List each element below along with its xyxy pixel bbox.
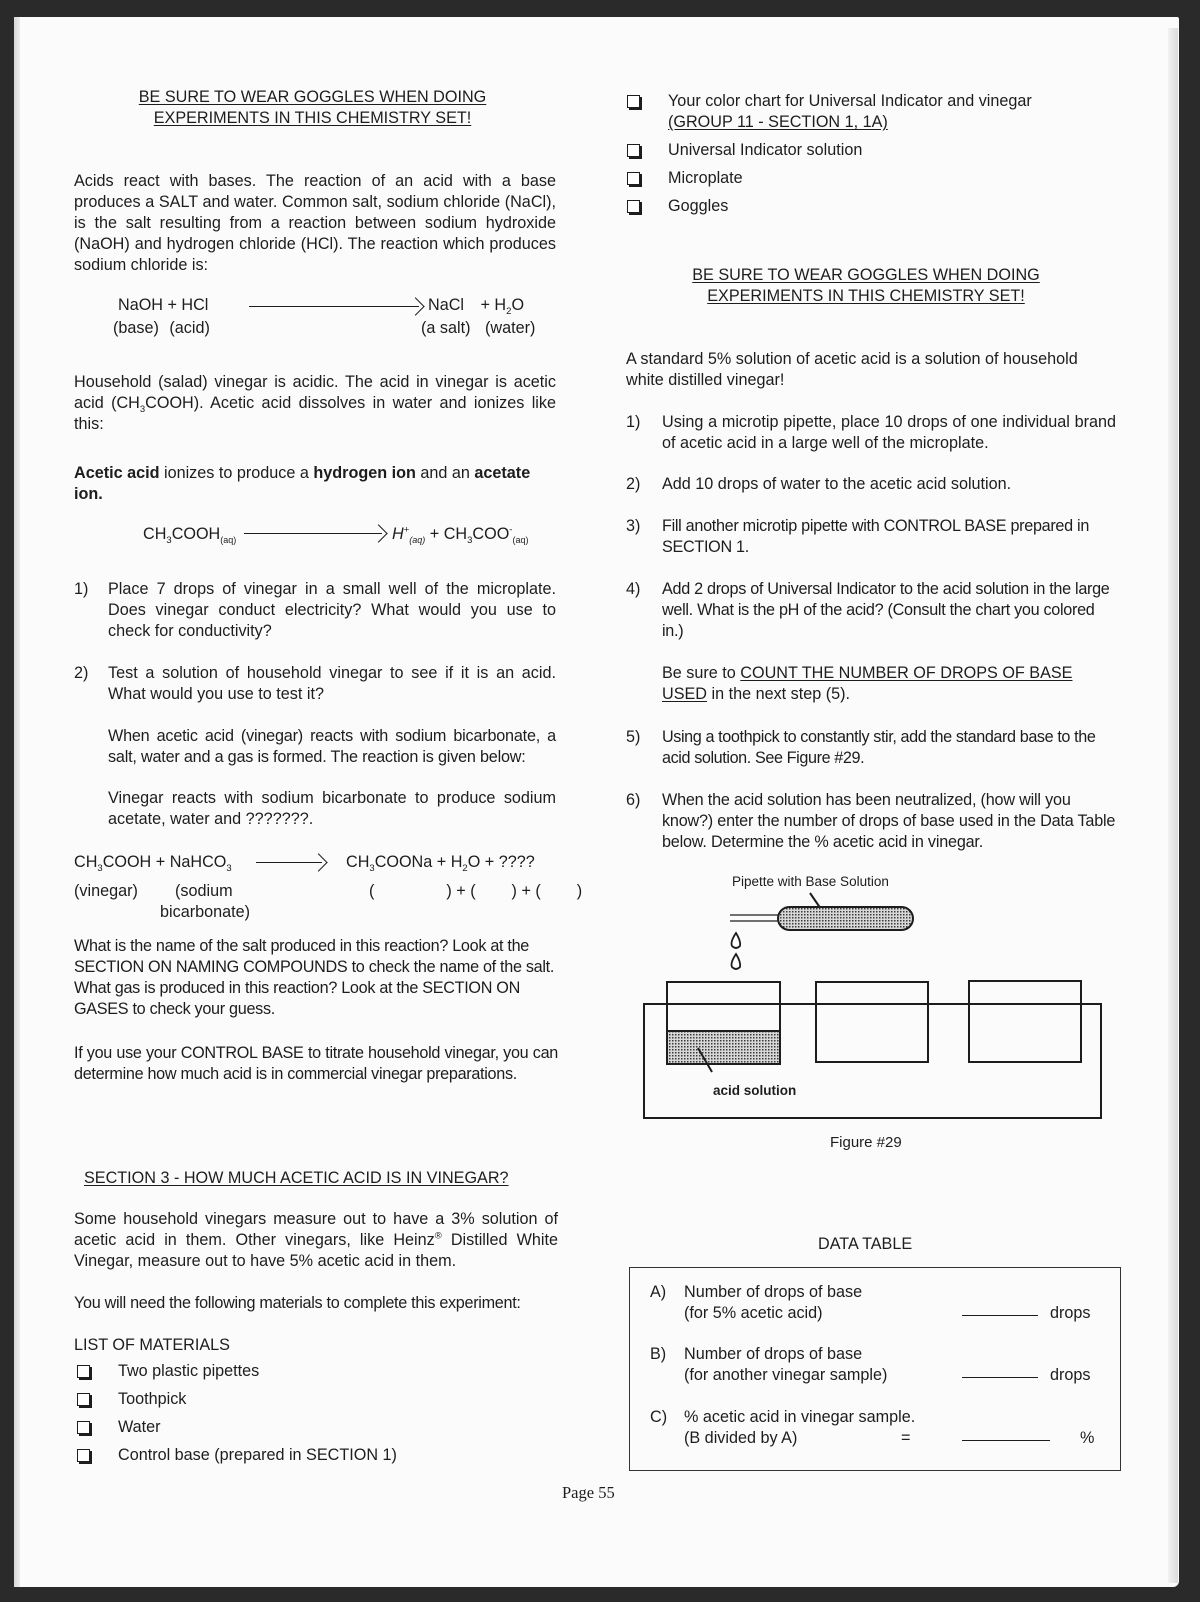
figure-caption: Figure #29 — [830, 1134, 902, 1151]
ionization-arrow — [244, 533, 382, 534]
warning-line-2: EXPERIMENTS IN THIS CHEMISTRY SET! — [153, 109, 472, 127]
material-sublabel: (GROUP 11 - SECTION 1, 1A) — [668, 113, 888, 131]
subscript: 3 — [226, 863, 232, 875]
chem: + CH — [425, 525, 468, 543]
material-label: Two plastic pipettes — [118, 1362, 260, 1380]
note-text: in the next step (5). — [706, 685, 851, 703]
note-underlined: COUNT THE NUMBER OF DROPS OF BASE — [740, 664, 1073, 682]
equation2-right — [392, 524, 528, 545]
material-item[interactable] — [76, 1361, 476, 1383]
label-acid: (acid) — [169, 319, 210, 337]
material-item[interactable] — [626, 168, 1096, 190]
step-number: 3) — [626, 517, 641, 535]
step-number: 4) — [626, 580, 641, 598]
subscript: 3 — [97, 863, 103, 875]
checkbox-icon[interactable] — [627, 200, 640, 213]
subscript: 3 — [166, 535, 172, 547]
row-label: Number of drops of base — [684, 1283, 863, 1301]
subscript: 3 — [369, 863, 375, 875]
chem: CH — [74, 853, 98, 871]
row-sublabel: (for 5% acetic acid) — [684, 1304, 823, 1322]
step-number: 2) — [626, 475, 641, 493]
materials-intro: You will need the following materials to complete this experiment: — [74, 1294, 521, 1312]
checkbox-icon[interactable] — [77, 1449, 90, 1462]
material-label: Your color chart for Universal Indicator and vinegar — [668, 92, 1032, 110]
row-sublabel: (B divided by A) — [684, 1429, 798, 1447]
data-table-row-b — [650, 1344, 1120, 1388]
material-item[interactable] — [626, 140, 1096, 162]
unit-percent: % — [1080, 1429, 1095, 1447]
label-base: (base) — [113, 319, 159, 337]
row-label: % acetic acid in vinegar sample. — [684, 1408, 916, 1426]
equation1-product-labels — [421, 318, 535, 339]
note-underlined: USED — [662, 685, 707, 703]
step-number: 6) — [626, 791, 641, 809]
subscript: 3 — [467, 535, 473, 547]
acid-solution-label: acid solution — [713, 1083, 797, 1098]
material-item[interactable] — [76, 1445, 476, 1467]
standard-paragraph: A standard 5% solution of acetic acid is a solution of household white distilled vinegar! — [626, 350, 1078, 389]
equation3-blanks: ( ) + ( ) + ( ) — [369, 882, 583, 900]
hydrogen: H — [392, 525, 404, 543]
subscript: 2 — [506, 306, 512, 318]
step-text: Add 10 drops of water to the acetic acid solution. — [662, 475, 1012, 493]
count-note — [662, 663, 1116, 705]
note-text: Be sure to — [662, 664, 741, 682]
data-table-title: DATA TABLE — [818, 1235, 913, 1253]
step-number: 1) — [626, 413, 641, 431]
state-aq: (aq) — [512, 535, 529, 546]
row-sublabel: (for another vinegar sample) — [684, 1366, 888, 1384]
step-text: Add 2 drops of Universal Indicator to the acid solution in the large well. What is the pH of the acid? (Consult the chart you colored in.) — [662, 580, 1110, 640]
material-label: Goggles — [668, 197, 729, 215]
warning-line-1: BE SURE TO WEAR GOGGLES WHEN DOING — [138, 88, 487, 106]
step-text: Test a solution of household vinegar to see if it is an acid. What would you use to test it? — [108, 664, 556, 703]
warning-line-1: BE SURE TO WEAR GOGGLES WHEN DOING — [692, 266, 1040, 284]
percent-input[interactable] — [962, 1439, 1050, 1441]
page-binding-edge — [14, 17, 20, 1587]
row-label: Number of drops of base — [684, 1345, 863, 1363]
goggles-warning-left — [75, 87, 550, 129]
step-text: Using a microtip pipette, place 10 drops of one individual brand of acetic acid in a large well of the microplate. — [662, 413, 1116, 452]
equation1-products — [428, 295, 524, 316]
equation1-reactants: NaOH + HCl — [118, 296, 209, 314]
label-bicarbonate: bicarbonate) — [160, 903, 250, 921]
bold-hydrogen-ion: hydrogen ion — [313, 464, 416, 482]
equation2-left — [143, 524, 236, 545]
equation3-right — [346, 852, 535, 873]
step-4 — [626, 579, 1116, 643]
bicarb-paragraph: When acetic acid (vinegar) reacts with sodium bicarbonate, a salt, water and a gas is formed. The reaction is given below: — [108, 727, 556, 766]
step-text: Place 7 drops of vinegar in a small well of the microplate. Does vinegar conduct electricity? What would you use to check for conductivity? — [108, 580, 556, 640]
drops-b-input[interactable] — [962, 1376, 1038, 1378]
equation3-left — [74, 852, 232, 873]
material-label: Control base (prepared in SECTION 1) — [118, 1446, 397, 1464]
product-water-o: O — [511, 296, 525, 314]
step-1 — [74, 579, 556, 643]
material-item[interactable] — [626, 196, 1096, 218]
product-water-h: + H — [480, 296, 507, 314]
material-item[interactable] — [76, 1417, 476, 1439]
step-6 — [626, 790, 1116, 854]
data-table-row-a — [650, 1282, 1120, 1326]
warning-line-2: EXPERIMENTS IN THIS CHEMISTRY SET! — [707, 287, 1025, 305]
data-table-row-c — [650, 1407, 1120, 1451]
text: and an — [415, 464, 475, 482]
superscript: + — [403, 524, 410, 536]
row-letter: B) — [650, 1345, 667, 1363]
section3-intro — [74, 1209, 558, 1272]
chem: O + ???? — [467, 853, 535, 871]
unit-drops: drops — [1050, 1366, 1091, 1384]
superscript: - — [509, 524, 513, 536]
step-text: Fill another microtip pipette with CONTROL BASE prepared in SECTION 1. — [662, 517, 1090, 556]
section3-title: SECTION 3 - HOW MUCH ACETIC ACID IS IN VINEGAR? — [84, 1169, 509, 1187]
step-5 — [626, 727, 1116, 771]
chem: CH — [143, 525, 167, 543]
step-3 — [626, 516, 1116, 560]
material-label: Microplate — [668, 169, 743, 187]
unit-drops: drops — [1050, 1304, 1091, 1322]
salt-question: What is the name of the salt produced in this reaction? Look at the SECTION ON NAMING COMPOUNDS to check the name of the salt. What gas is produced in this reaction? Look at the SECTION ON GASES to check your guess. — [74, 937, 555, 1018]
step-text: Using a toothpick to constantly stir, add the standard base to the acid solution. See Figure #29. — [662, 728, 1096, 767]
material-label: Toothpick — [118, 1390, 187, 1408]
step-text: When the acid solution has been neutralized, (how will you know?) enter the number of drops of base used in the Data Table below. Determine the % acetic acid in vinegar. — [662, 791, 1116, 851]
checkbox-icon[interactable] — [77, 1421, 90, 1434]
step-1 — [626, 412, 1116, 456]
material-label-group — [668, 91, 1096, 133]
chem: COO — [472, 525, 510, 543]
checkbox-icon[interactable] — [627, 172, 640, 185]
chem: COOH — [171, 525, 221, 543]
control-base-paragraph: If you use your CONTROL BASE to titrate household vinegar, you can determine how much acid is in commercial vinegar preparations. — [74, 1044, 558, 1083]
intro-paragraph: Acids react with bases. The reaction of an acid with a base produces a SALT and water. Common salt, sodium chloride (NaCl), is the salt resulting from a reaction between sodium hydroxide (NaOH) and hydrogen chloride (HCl). The reaction which produces sodium chloride is: — [74, 172, 556, 274]
material-label: Water — [118, 1418, 161, 1436]
intro-text: Distilled White Vinegar, measure out to have 5% acetic acid in them. — [74, 1231, 558, 1270]
chem: CH — [346, 853, 370, 871]
drops-a-input[interactable] — [962, 1314, 1038, 1316]
label-water: (water) — [484, 319, 536, 337]
checkbox-icon[interactable] — [627, 144, 640, 157]
material-item[interactable] — [626, 91, 1096, 135]
bold-acetic-acid: Acetic acid — [74, 464, 160, 482]
page-edge — [1168, 28, 1178, 1583]
bicarb-products: Vinegar reacts with sodium bicarbonate to produce sodium acetate, water and ???????. — [108, 789, 556, 828]
material-item[interactable] — [76, 1389, 476, 1411]
chem: COOH + NaHCO — [102, 853, 227, 871]
text: ionizes to produce a — [159, 464, 314, 482]
label-sodium: (sodium — [175, 882, 233, 900]
intro-text: Some household vinegars measure out to have a 3% solution of acetic acid in them. Other vinegars, like Heinz — [74, 1210, 558, 1249]
row-letter: C) — [650, 1408, 668, 1426]
state-aq: (aq) — [220, 535, 237, 546]
checkbox-icon[interactable] — [77, 1393, 90, 1406]
row-letter: A) — [650, 1283, 667, 1301]
step-number: 1) — [74, 580, 89, 598]
registered-mark: ® — [434, 1230, 442, 1242]
state-aq: (aq) — [409, 535, 426, 546]
figure-29-diagram — [630, 890, 1110, 1125]
vinegar-paragraph — [74, 372, 556, 435]
step-number: 5) — [626, 728, 641, 746]
step-2 — [74, 663, 556, 707]
product-nacl: NaCl — [428, 296, 464, 314]
ionize-sentence — [74, 463, 556, 505]
checkbox-icon[interactable] — [77, 1365, 90, 1378]
vinegar-text-2: COOH). Acetic acid dissolves in water and ionizes like this: — [74, 394, 556, 433]
materials-heading: LIST OF MATERIALS — [74, 1336, 230, 1354]
chem: COONa + H — [374, 853, 463, 871]
material-label: Universal Indicator solution — [668, 141, 863, 159]
equals-sign: = — [901, 1429, 911, 1447]
pipette-label: Pipette with Base Solution — [732, 874, 889, 889]
page-number: Page 55 — [562, 1483, 615, 1502]
checkbox-icon[interactable] — [627, 95, 640, 108]
equation1-reactant-labels — [113, 318, 243, 339]
step-2 — [626, 474, 1116, 496]
label-salt: (a salt) — [421, 319, 471, 337]
bold-acetate-ion: acetate ion. — [74, 464, 531, 503]
goggles-warning-right — [636, 265, 1096, 307]
step-number: 2) — [74, 664, 89, 682]
reaction-arrow — [249, 306, 419, 307]
vinegar-text-1: Household (salad) vinegar is acidic. The acid in vinegar is acetic acid (CH — [74, 373, 556, 412]
subscript: 3 — [139, 404, 146, 416]
subscript: 2 — [462, 863, 468, 875]
label-vinegar: (vinegar) — [74, 882, 138, 900]
